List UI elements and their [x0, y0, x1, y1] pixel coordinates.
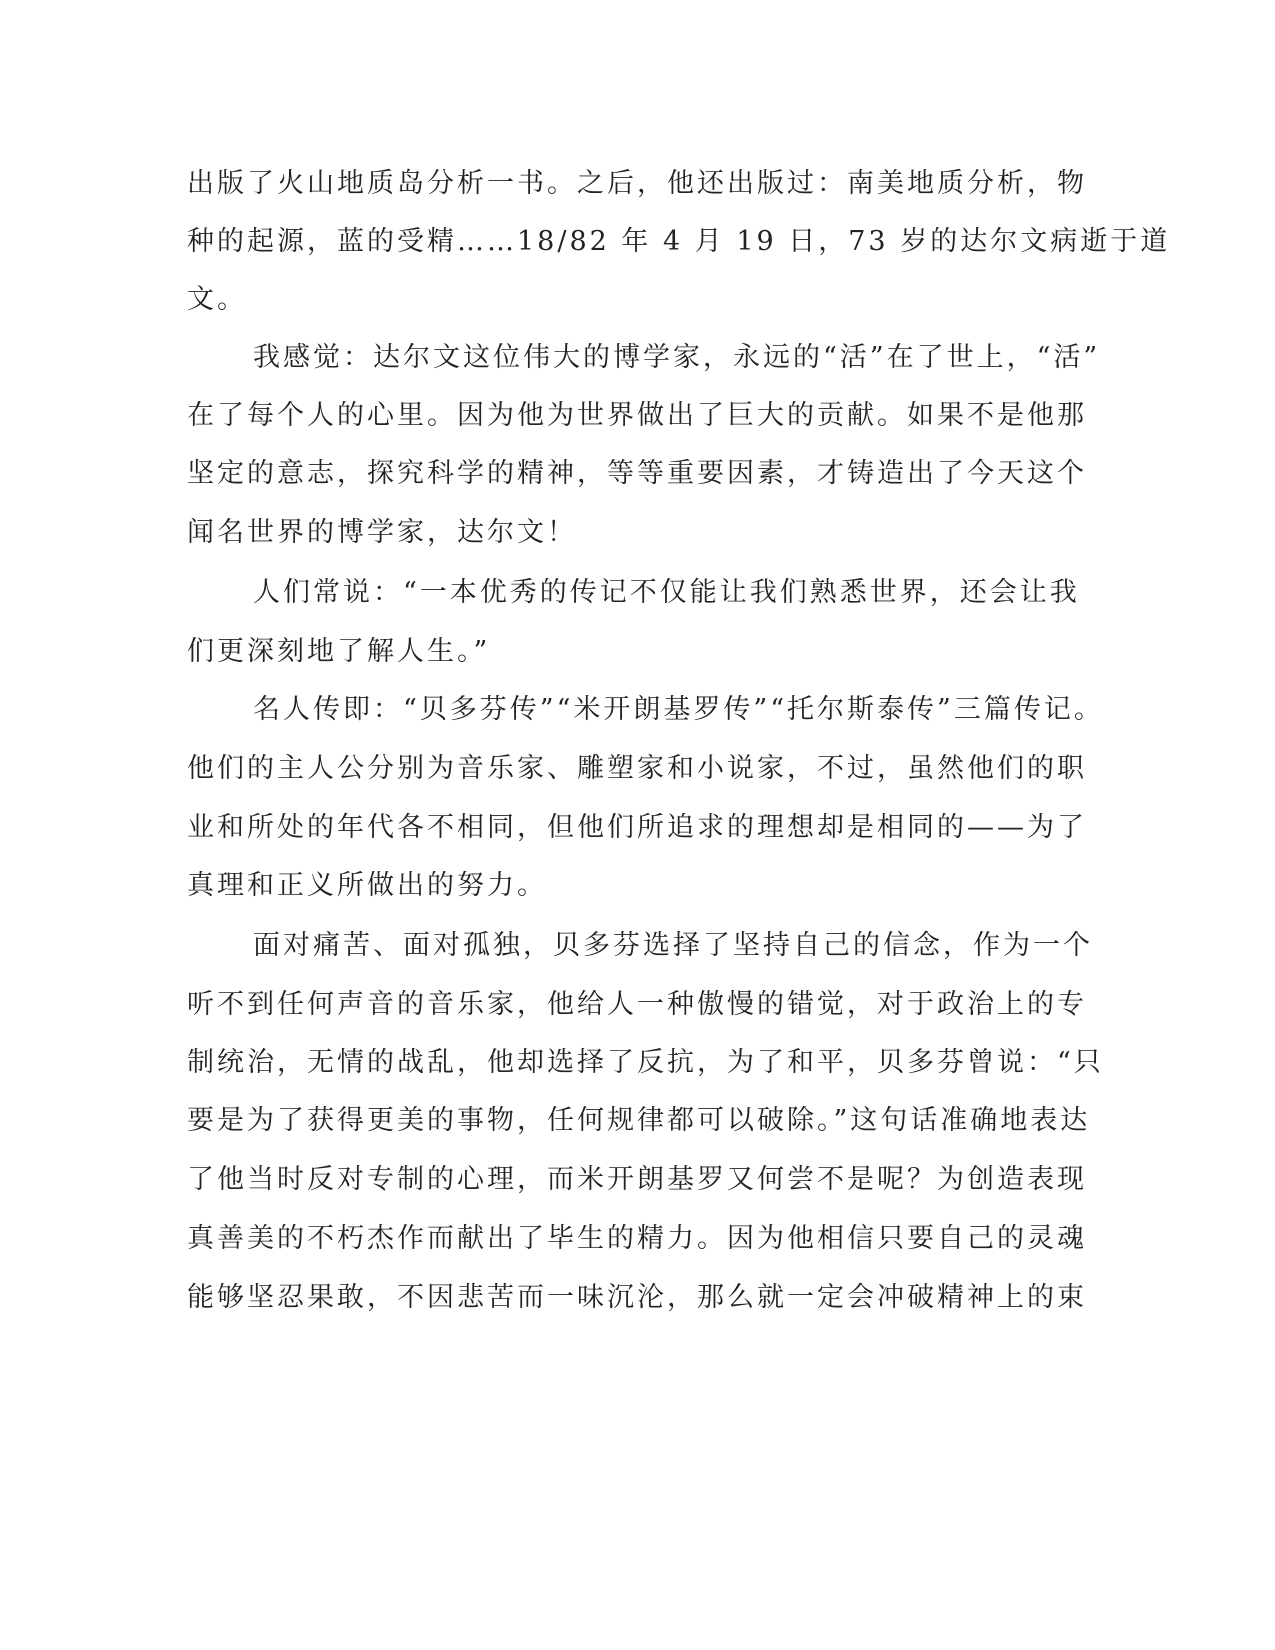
text-line-1: 出版了火山地质岛分析一书。之后，他还出版过：南美地质分析，物	[187, 168, 1087, 199]
text-line-8: 人们常说：“一本优秀的传记不仅能让我们熟悉世界，还会让我	[253, 577, 1080, 608]
text-line-2: 种的起源，蓝的受精……18/82 年 4 月 19 日，73 岁的达尔文病逝于道	[187, 226, 1171, 257]
text-line-12: 业和所处的年代各不相同，但他们所追求的理想却是相同的——为了	[187, 812, 1087, 843]
text-line-13: 真理和正义所做出的努力。	[187, 870, 547, 901]
text-line-11: 他们的主人公分别为音乐家、雕塑家和小说家，不过，虽然他们的职	[187, 753, 1087, 784]
text-line-5: 在了每个人的心里。因为他为世界做出了巨大的贡献。如果不是他那	[187, 400, 1087, 431]
text-line-18: 了他当时反对专制的心理，而米开朗基罗又何尝不是呢？为创造表现	[187, 1164, 1087, 1195]
text-line-15: 听不到任何声音的音乐家，他给人一种傲慢的错觉，对于政治上的专	[187, 989, 1087, 1020]
text-line-17: 要是为了获得更美的事物，任何规律都可以破除。”这句话准确地表达	[187, 1105, 1091, 1136]
text-line-3: 文。	[187, 284, 247, 315]
text-line-4: 我感觉：达尔文这位伟大的博学家，永远的“活”在了世上，“活”	[253, 342, 1101, 373]
text-line-10: 名人传即：“贝多芬传”“米开朗基罗传”“托尔斯泰传”三篇传记。	[253, 694, 1104, 725]
text-line-9: 们更深刻地了解人生。”	[187, 636, 491, 667]
text-line-14: 面对痛苦、面对孤独，贝多芬选择了坚持自己的信念，作为一个	[253, 930, 1093, 961]
text-line-7: 闻名世界的博学家，达尔文！	[187, 517, 577, 548]
text-line-16: 制统治，无情的战乱，他却选择了反抗，为了和平，贝多芬曾说：“只	[187, 1047, 1104, 1078]
text-line-6: 坚定的意志，探究科学的精神，等等重要因素，才铸造出了今天这个	[187, 458, 1087, 489]
text-line-20: 能够坚忍果敢，不因悲苦而一味沉沦，那么就一定会冲破精神上的束	[187, 1282, 1087, 1313]
text-line-19: 真善美的不朽杰作而献出了毕生的精力。因为他相信只要自己的灵魂	[187, 1223, 1087, 1254]
